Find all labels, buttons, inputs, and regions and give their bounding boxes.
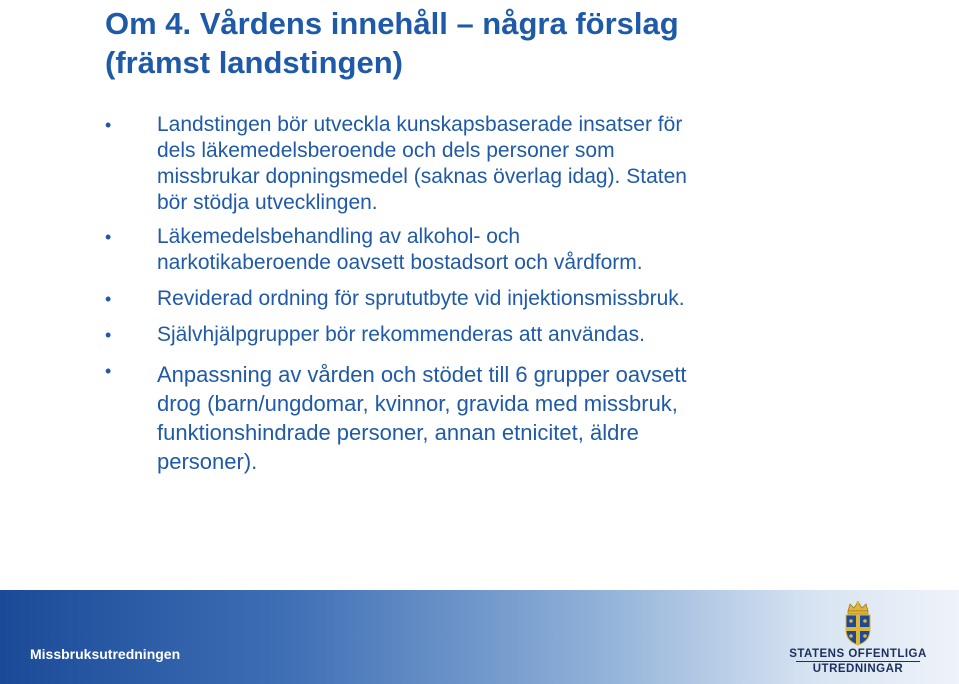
title-line-2: (främst landstingen) [105, 45, 403, 80]
bullet-text-line: Landstingen bör utveckla kunskapsbaserade insatser för [157, 113, 683, 136]
bullet-text-line: narkotikaberoende oavsett bostadsort och vårdform. [157, 251, 643, 274]
bullet-text-line: bör stödja utvecklingen. [157, 191, 378, 214]
bullet-text-line: Reviderad ordning för sprututbyte vid injektionsmissbruk. [157, 287, 685, 310]
bullet-text-line: Läkemedelsbehandling av alkohol- och [157, 225, 521, 248]
sou-logo [788, 600, 928, 680]
footer-label: Missbruksutredningen [30, 646, 181, 662]
bullet-text-line: drog (barn/ungdomar, kvinnor, gravida med missbruk, [157, 391, 678, 416]
bullet-text-line: personer). [157, 449, 258, 474]
bullet-list [105, 112, 825, 476]
title-line-1: Om 4. Vårdens innehåll – några förslag [105, 6, 679, 41]
list-item [105, 322, 825, 348]
footer-bar [0, 590, 959, 684]
bullet-icon: • [105, 227, 112, 247]
list-item [105, 224, 825, 276]
list-item [105, 112, 825, 216]
bullet-text-line: funktionshindrade personer, annan etnicitet, äldre [157, 420, 639, 445]
bullet-text-line: Anpassning av vården och stödet till 6 grupper oavsett [157, 362, 687, 387]
logo-text-line-1: STATENS OFFENTLIGA [789, 648, 927, 660]
bullet-text-line: missbrukar dopningsmedel (saknas överlag idag). Staten [157, 165, 687, 188]
bullet-text-line: Självhjälpgrupper bör rekommenderas att användas. [157, 323, 645, 346]
bullet-icon: • [105, 289, 112, 309]
bullet-text-line: dels läkemedelsberoende och dels personer som [157, 139, 615, 162]
page-title [105, 4, 945, 82]
bullet-icon: • [105, 361, 112, 381]
bullet-icon: • [105, 115, 112, 135]
logo-text-line-2: UTREDNINGAR [812, 663, 904, 675]
swedish-crown-shield-icon [840, 600, 876, 646]
bullet-icon: • [105, 325, 112, 345]
logo-divider [796, 661, 920, 662]
list-item [105, 286, 825, 312]
list-item [105, 358, 825, 476]
